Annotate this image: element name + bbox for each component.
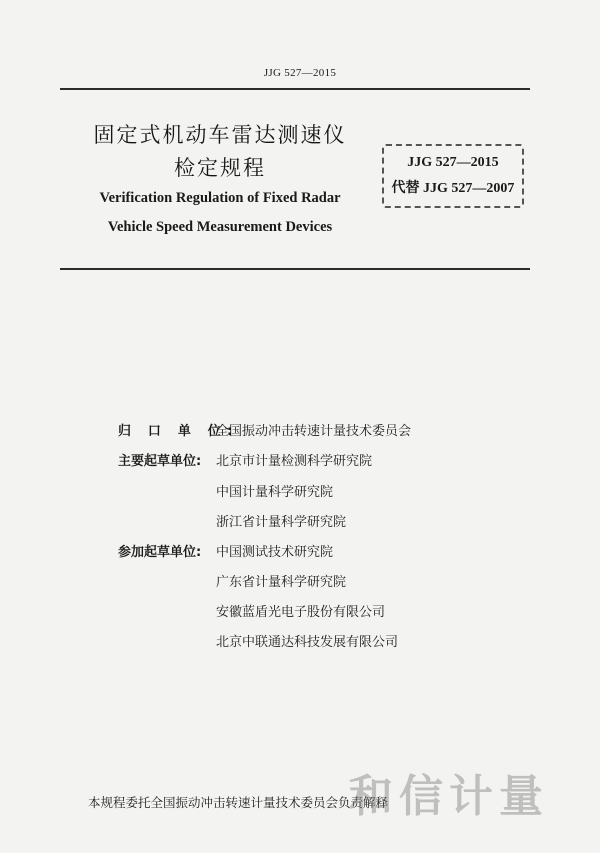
org-value: 全国振动冲击转速计量技术委员会 — [216, 424, 412, 439]
watermark-logo: 和信计量 — [349, 771, 549, 822]
title-chinese-line-1: 固定式机动车雷达测速仪 — [93, 123, 347, 147]
org-value: 中国测试技术研究院 — [216, 545, 334, 560]
title-english-line-1: Verification Regulation of Fixed Radar — [99, 190, 341, 206]
current-code: JJG 527—2015 — [407, 155, 499, 170]
org-value: 浙江省计量科学研究院 — [216, 515, 347, 530]
org-value: 北京市计量检测科学研究院 — [216, 454, 373, 469]
org-value: 安徽蓝盾光电子股份有限公司 — [216, 605, 386, 620]
org-value: 广东省计量科学研究院 — [216, 575, 347, 590]
org-value: 北京中联通达科技发展有限公司 — [216, 635, 399, 650]
replaces-code: 代替 JJG 527—2007 — [391, 181, 515, 196]
title-chinese-line-2: 检定规程 — [174, 156, 266, 180]
bottom-rule — [60, 268, 530, 270]
org-label-main-drafters: 主要起草单位: — [118, 454, 202, 469]
org-label-responsible: 归 口 单 位: — [118, 424, 239, 439]
org-label-participating-drafters: 参加起草单位: — [118, 545, 202, 560]
interpretation-note: 本规程委托全国振动冲击转速计量技术委员会负责解释 — [88, 795, 389, 810]
title-english-line-2: Vehicle Speed Measurement Devices — [107, 219, 333, 235]
org-value: 中国计量科学研究院 — [216, 485, 334, 500]
regulation-code-box — [382, 144, 524, 208]
top-rule — [60, 88, 530, 90]
document-code-header: JJG 527—2015 — [263, 67, 337, 79]
